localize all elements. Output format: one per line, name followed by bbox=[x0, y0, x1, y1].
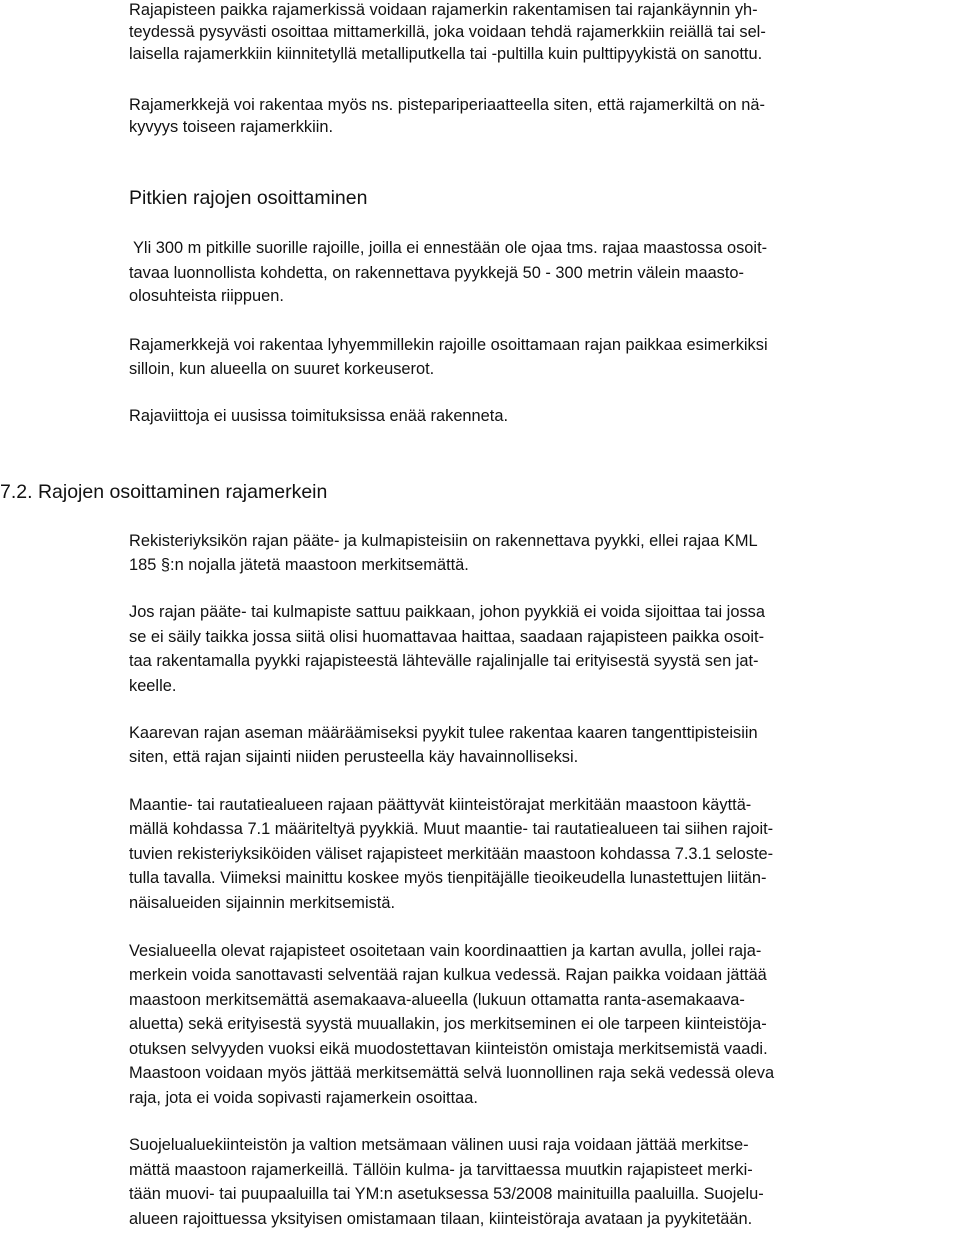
paragraph-line: merkein voida sanottavasti selventää rajan kulkua vedessä. Rajan paikka voidaan jättää bbox=[129, 966, 767, 984]
paragraph-line: laisella rajamerkkiin kiinnitetyllä metalliputkella tai -pultilla kuin pulttipyykistä on sanottu. bbox=[129, 45, 763, 63]
paragraph-line: tulla tavalla. Viimeksi mainittu koskee myös tienpitäjälle tieoikeudella lunastettujen liitän- bbox=[129, 869, 767, 887]
paragraph-line: aluetta) sekä erityisestä syystä muuallakin, jos merkitseminen ei ole tarpeen kiinteistöja- bbox=[129, 1015, 767, 1033]
paragraph-line: tuvien rekisteriyksiköiden väliset rajapisteet merkitään maastoon kohdassa 7.3.1 seloste- bbox=[129, 845, 774, 863]
paragraph-line: teydessä pysyvästi osoittaa mittamerkillä, joka voidaan tehdä rajamerkkiin reiällä tai sel- bbox=[129, 23, 766, 41]
paragraph-line: näisalueiden sijainnin merkitsemistä. bbox=[129, 894, 396, 912]
paragraph-line: alueen rajoittuessa yksityisen omistamaan tilaan, kiinteistöraja avataan ja pyykitetään. bbox=[129, 1210, 753, 1228]
paragraph-line: Vesialueella olevat rajapisteet osoitetaan vain koordinaattien ja kartan avulla, jollei raja- bbox=[129, 942, 762, 960]
paragraph-line: siten, että rajan sijainti niiden perusteella käy havainnolliseksi. bbox=[129, 748, 579, 766]
paragraph-line: Rajaviittoja ei uusissa toimituksissa enää rakenneta. bbox=[129, 407, 509, 425]
paragraph-line: mättä maastoon rajamerkeillä. Tällöin kulma- ja tarvittaessa muutkin rajapisteet merki- bbox=[129, 1161, 753, 1179]
paragraph-line: Maastoon voidaan myös jättää merkitsemättä selvä luonnollinen raja sekä vedessä oleva bbox=[129, 1064, 775, 1082]
paragraph-line: olosuhteista riippuen. bbox=[129, 287, 284, 305]
paragraph-line: taa rakentamalla pyykki rajapisteestä lähtevälle rajalinjalle tai erityisestä syystä sen jat- bbox=[129, 652, 759, 670]
paragraph-line: kyvyys toiseen rajamerkkiin. bbox=[129, 118, 334, 136]
paragraph-line: Rajamerkkejä voi rakentaa lyhyemmillekin rajoille osoittamaan rajan paikkaa esimerkiksi bbox=[129, 336, 768, 354]
paragraph-line: Suojelualuekiinteistön ja valtion metsämaan välinen uusi raja voidaan jättää merkitse- bbox=[129, 1136, 749, 1154]
paragraph-line: tavaa luonnollista kohdetta, on rakennettava pyykkejä 50 - 300 metrin välein maasto- bbox=[129, 264, 745, 282]
paragraph-line: Jos rajan pääte- tai kulmapiste sattuu paikkaan, johon pyykkiä ei voida sijoittaa tai jossa bbox=[129, 603, 765, 621]
paragraph-line: maastoon merkitsemättä asemakaava-alueella (lukuun ottamatta ranta-asemakaava- bbox=[129, 991, 745, 1009]
section-heading: 7.2. Rajojen osoittaminen rajamerkein bbox=[0, 481, 328, 503]
paragraph-line: Rajapisteen paikka rajamerkissä voidaan rajamerkin rakentamisen tai rajankäynnin yh- bbox=[129, 1, 758, 19]
paragraph-line: Yli 300 m pitkille suorille rajoille, joilla ei ennestään ole ojaa tms. rajaa maastossa osoit- bbox=[133, 239, 768, 257]
paragraph-line: Maantie- tai rautatiealueen rajaan päättyvät kiinteistörajat merkitään maastoon käyttä- bbox=[129, 796, 752, 814]
paragraph-line: silloin, kun alueella on suuret korkeuserot. bbox=[129, 360, 435, 378]
paragraph-line: Rekisteriyksikön rajan pääte- ja kulmapisteisiin on rakennettava pyykki, ellei rajaa KML bbox=[129, 532, 758, 550]
paragraph-line: Rajamerkkejä voi rakentaa myös ns. pistepariperiaatteella siten, että rajamerkiltä on nä- bbox=[129, 96, 765, 114]
paragraph-line: otuksen selvyyden vuoksi eikä muodostettavan kiinteistön omistaja merkitsemistä vaadi. bbox=[129, 1040, 768, 1058]
paragraph-line: Kaarevan rajan aseman määräämiseksi pyykit tulee rakentaa kaaren tangenttipisteisiin bbox=[129, 724, 758, 742]
paragraph-line: keelle. bbox=[129, 677, 177, 695]
paragraph-line: 185 §:n nojalla jätetä maastoon merkitsemättä. bbox=[129, 556, 469, 574]
paragraph-line: tään muovi- tai puupaaluilla tai YM:n asetuksessa 53/2008 mainituilla paaluilla. Suojelu- bbox=[129, 1185, 764, 1203]
paragraph-line: raja, jota ei voida sopivasti rajamerkein osoittaa. bbox=[129, 1089, 478, 1107]
paragraph-line: mällä kohdassa 7.1 määriteltyä pyykkiä. Muut maantie- tai rautatiealueen tai siihen rajoit- bbox=[129, 820, 774, 838]
subsection-heading: Pitkien rajojen osoittaminen bbox=[129, 187, 368, 209]
paragraph-line: se ei säily taikka jossa siitä olisi huomattavaa haittaa, saadaan rajapisteen paikka osoit- bbox=[129, 628, 765, 646]
